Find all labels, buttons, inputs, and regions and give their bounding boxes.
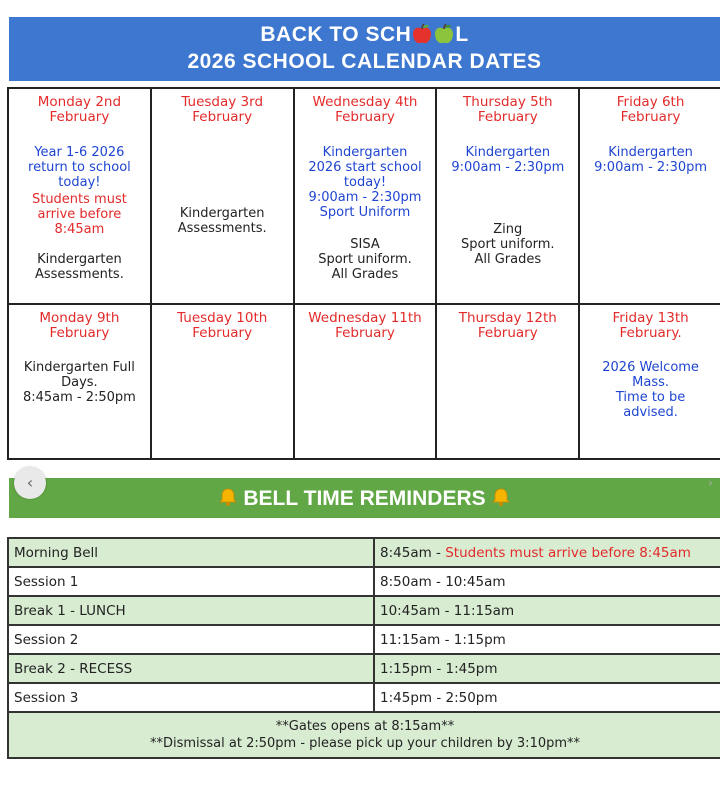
gates-note: **Gates opens at 8:15am** bbox=[275, 719, 455, 734]
day-header: Tuesday 3rd February bbox=[181, 94, 264, 125]
banner-line-1 bbox=[9, 23, 720, 47]
day-header: Wednesday 4th February bbox=[312, 94, 418, 125]
calendar-cell bbox=[579, 304, 720, 459]
session-name: Morning Bell bbox=[8, 538, 374, 567]
session-name: Session 2 bbox=[8, 625, 374, 654]
day-header: Thursday 12th February bbox=[458, 310, 557, 341]
bell-icon bbox=[491, 487, 511, 507]
day-header: Friday 13th February. bbox=[612, 310, 689, 341]
event-text: Kindergarten Assessments. bbox=[34, 252, 124, 282]
table-row bbox=[8, 567, 720, 596]
day-header: Monday 9th February bbox=[39, 310, 120, 341]
event-text: Kindergarten 9:00am - 2:30pm bbox=[451, 145, 565, 175]
calendar-cell bbox=[579, 88, 720, 304]
day-header: Thursday 5th February bbox=[463, 94, 553, 125]
event-text: 2026 Welcome Mass. Time to be advised. bbox=[602, 360, 699, 420]
session-time: 1:15pm - 1:45pm bbox=[374, 654, 720, 683]
session-time: 11:15am - 1:15pm bbox=[374, 625, 720, 654]
session-time: 1:45pm - 2:50pm bbox=[374, 683, 720, 712]
event-text: Kindergarten Full Days. 8:45am - 2:50pm bbox=[22, 360, 136, 405]
banner-text-end: L bbox=[455, 23, 469, 46]
calendar-week-1 bbox=[8, 88, 720, 304]
session-time: 8:45am - Students must arrive before 8:45am bbox=[374, 538, 720, 567]
banner-line-2: 2026 SCHOOL CALENDAR DATES bbox=[187, 50, 542, 73]
day-header: Monday 2nd February bbox=[37, 94, 122, 125]
event-text: SISA Sport uniform. All Grades bbox=[318, 237, 412, 282]
red-apple-icon bbox=[411, 23, 433, 45]
calendar-cell bbox=[8, 304, 151, 459]
banner-text-start: BACK TO SCH bbox=[260, 23, 412, 46]
calendar-cell bbox=[294, 304, 437, 459]
session-time: 10:45am - 11:15am bbox=[374, 596, 720, 625]
table-row bbox=[8, 625, 720, 654]
green-apple-icon bbox=[433, 23, 455, 45]
bell-times-table bbox=[7, 537, 720, 759]
session-name: Session 1 bbox=[8, 567, 374, 596]
calendar-cell bbox=[151, 304, 294, 459]
session-name: Break 2 - RECESS bbox=[8, 654, 374, 683]
bell-icon bbox=[218, 487, 238, 507]
bell-times-banner bbox=[9, 478, 720, 518]
calendar-cell bbox=[151, 88, 294, 304]
table-row bbox=[8, 654, 720, 683]
day-header: Wednesday 11th February bbox=[308, 310, 422, 341]
calendar-table bbox=[7, 87, 720, 460]
calendar-cell bbox=[8, 88, 151, 304]
event-text: Students must arrive before 8:45am bbox=[31, 192, 127, 237]
calendar-banner bbox=[9, 17, 720, 81]
table-row bbox=[8, 538, 720, 567]
day-header: Tuesday 10th February bbox=[177, 310, 268, 341]
gates-dismissal-note bbox=[8, 712, 720, 758]
event-text: Zing Sport uniform. All Grades bbox=[461, 222, 555, 267]
calendar-week-2 bbox=[8, 304, 720, 459]
event-text: Kindergarten 2026 start school today! 9:00am - 2:30pm Sport Uniform bbox=[308, 145, 422, 220]
session-name: Session 3 bbox=[8, 683, 374, 712]
table-row bbox=[8, 683, 720, 712]
table-row bbox=[8, 596, 720, 625]
session-name: Break 1 - LUNCH bbox=[8, 596, 374, 625]
day-header: Friday 6th February bbox=[616, 94, 685, 125]
calendar-cell bbox=[436, 304, 579, 459]
calendar-cell bbox=[436, 88, 579, 304]
calendar-cell bbox=[294, 88, 437, 304]
carousel-next-button[interactable]: › bbox=[708, 476, 713, 490]
dismissal-note: **Dismissal at 2:50pm - please pick up your children by 3:10pm** bbox=[149, 736, 581, 751]
event-text: Year 1-6 2026 return to school today! bbox=[28, 145, 131, 190]
table-footer-row bbox=[8, 712, 720, 758]
bell-banner-title: BELL TIME REMINDERS bbox=[243, 487, 486, 510]
session-time: 8:50am - 10:45am bbox=[374, 567, 720, 596]
event-text: Kindergarten 9:00am - 2:30pm bbox=[594, 145, 708, 175]
carousel-prev-button[interactable]: ‹ bbox=[14, 467, 46, 499]
event-text: Kindergarten Assessments. bbox=[177, 206, 267, 236]
